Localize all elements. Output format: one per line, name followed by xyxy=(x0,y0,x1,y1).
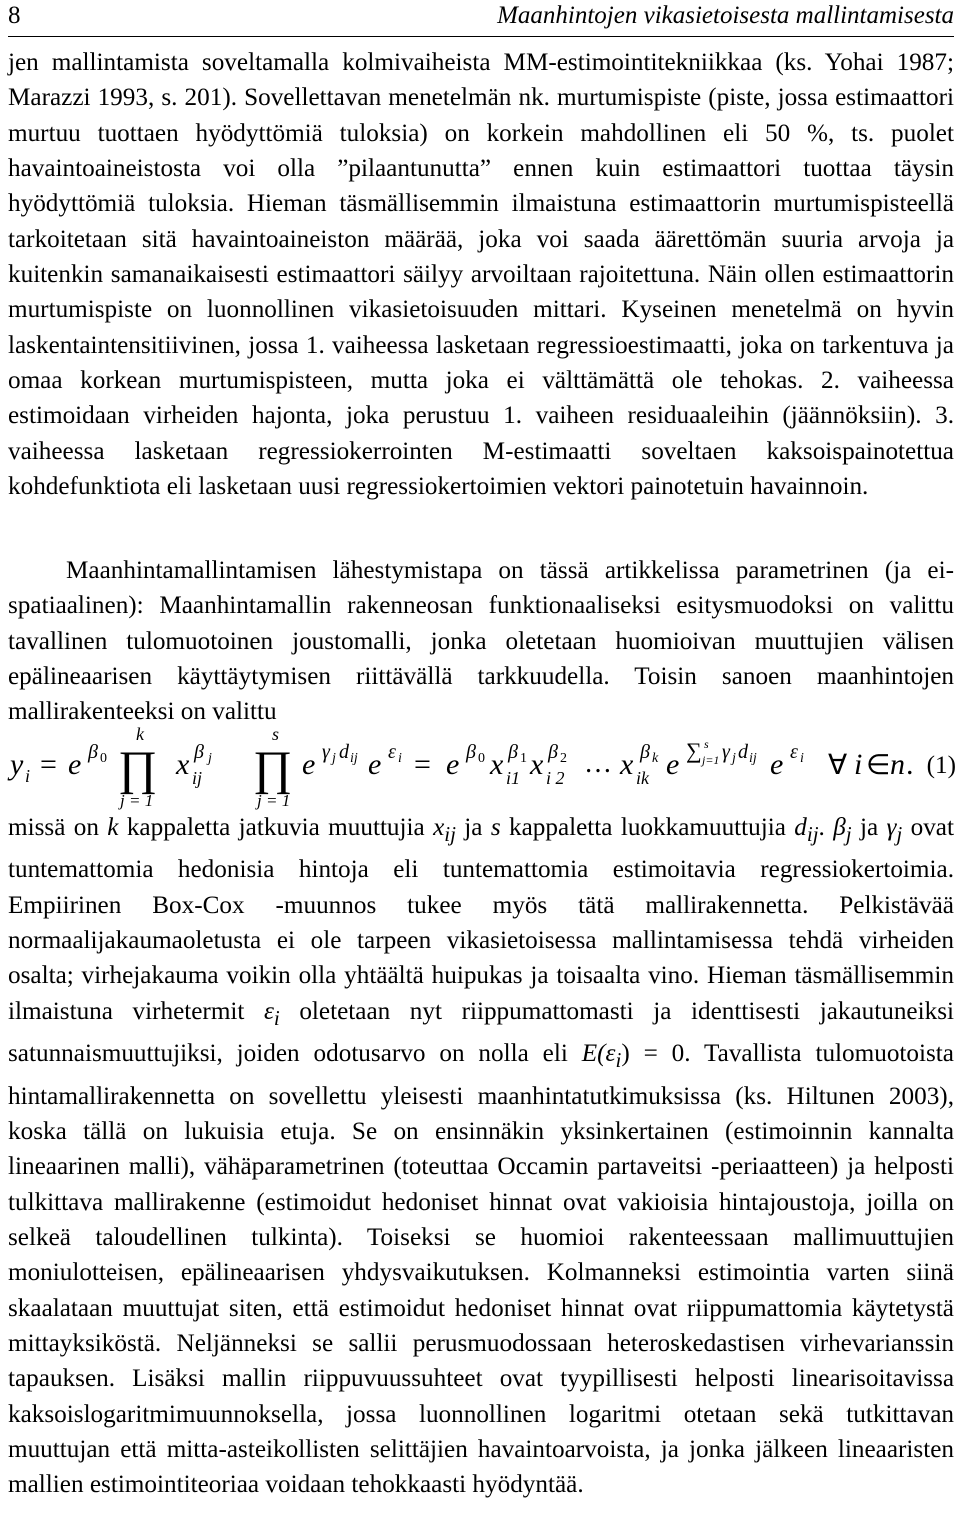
eq-d-sub: ij xyxy=(350,751,358,766)
running-header xyxy=(8,0,954,37)
eq-sum-top: s xyxy=(704,737,709,751)
p3-text-9: . Tavallista tulomuotoista hintamallirakennetta on sovellettu yleisesti maanhintatutkimuksissa (ks. Hiltunen 2003), koska tällä on lukuisia etuja. Se on ensinnäkin yksinkertainen (estimoinnin kannalta lineaarinen malli), vähäparametrinen (toteuttaa Occamin partaveitsi -periaatteen) ja helposti tulkittava mallirakenne (estimoidut hedoniset hinnat ovat vakioisia hintajoustoja, joilla on selkeä taloudellinen tulkinta). Toiseksi se huomioi rakenteessaan mallimuuttujien moniulotteisen, epälineaarisen yhdysvaikutuksen. Kolmanneksi estimointia varten siinä skaalataan muuttujat siten, että estimoidut hedoniset hinnat ovat riippumattomia käytetystä mittayksiköstä. Neljänneksi se sallii perusmuodossaan heteroskedastisen virhevarianssin tapauksen. Lisäksi mallin riippuvuussuhteet ovat tyypillisesti helposti linearisoitavissa kaksoislogaritmimuunnoksella, jossa luonnollinen logaritmi otetaan sekä tutkittavan muuttujan että mitta-asteikollisten selittäjien havaintoarvoista, ja jonka jälkeen lineaaristen mallien estimointiteoriaa voidaan tehokkaasti hyödyntää. xyxy=(8,1040,954,1499)
equation-1 xyxy=(10,722,956,810)
eq-beta0-sub: 0 xyxy=(100,751,107,766)
eq-e-4: e xyxy=(446,748,460,781)
paragraph-model-description xyxy=(8,810,954,1503)
var-d-sub: ij xyxy=(806,822,819,847)
eq-d-b: d xyxy=(738,741,748,763)
eq-betak: β xyxy=(640,741,650,763)
eq-lhs-sub: i xyxy=(25,766,31,786)
eq-n: n xyxy=(890,748,905,781)
eq-x-sub-ij: ij xyxy=(192,768,203,788)
expectation-eps-sub: i xyxy=(615,1048,622,1073)
eq-prod1-top: k xyxy=(136,724,144,744)
var-k: k xyxy=(107,814,119,841)
expectation-eps: ε xyxy=(605,1040,616,1068)
eq-in: ∈ xyxy=(866,750,891,781)
eq-dots: … xyxy=(584,748,612,779)
eq-e-3: e xyxy=(368,748,382,781)
eq-prod1-bottom: j = 1 xyxy=(120,791,154,810)
eq-gamma-sub: j xyxy=(332,751,336,766)
eq-gamma-b-sub: j xyxy=(732,751,736,766)
var-beta: β xyxy=(833,814,846,841)
eq-beta1: β xyxy=(508,741,518,763)
eq-x-sub-i1: i1 xyxy=(506,768,521,788)
var-gamma: γ xyxy=(886,814,897,841)
var-x: x xyxy=(433,814,445,841)
paragraph-mm-estimation: jen mallintamista soveltamalla kolmivaiheista MM-estimointitekniikkaa (ks. Yohai 1987; Marazzi 1993, s. 201). Sovellettavan menetelmän nk. murtumispiste (piste, jossa estimaattori murtuu tuottaen hyödyttömiä tuloksia) on korkein mahdollinen eli 50 %, ts. puolet havaintoaineistosta voi olla ”pilaantunutta” ennen kuin estimaattori tuottaa täysin hyödyttömiä tuloksia. Hieman täsmällisemmin ilmaistuna estimaattorin murtumispisteellä tarkoitetaan sitä havaintoaineiston määrää, joka voi saada äärettömän suuria arvoja ja kuitenkin samanaikaisesti estimaattori säilyy arvoiltaan rajoitettuna. Näin ollen estimaattorin murtumispiste on luonnollinen vikasietoisuuden mittari. Kyseinen menetelmä on hyvin laskentaintensitiivinen, jossa 1. vaiheessa lasketaan regressioestimaatti, joka on tarkentuva ja omaa korkean murtumispisteen, mutta joka ei välttämättä ole tehokas. 2. vaiheessa estimoidaan virheiden hajonta, joka perustuu 1. vaiheen residuaaleihin (jäännöksiin). 3. vaiheessa lasketaan regressiokerrointen M-estimaatti soveltaen kaksoispainotettua kohdefunktiota eli lasketaan uusi regressiokertoimien vektori painotetuin havainnoin. xyxy=(8,49,954,501)
eq-beta0: β xyxy=(88,741,98,763)
page-number: 8 xyxy=(8,2,21,29)
equation-svg xyxy=(10,722,914,810)
eq-d-b-sub: ij xyxy=(749,751,757,766)
eq-beta2-sub: 2 xyxy=(560,751,567,766)
var-beta-sub: j xyxy=(845,822,852,847)
eq-beta0-b-sub: 0 xyxy=(478,751,485,766)
eq-d: d xyxy=(339,741,349,763)
eq-lhs: y xyxy=(10,748,24,781)
eq-beta0-b: β xyxy=(466,741,476,763)
equation-number: (1) xyxy=(926,752,956,779)
eq-eps-2-sub: i xyxy=(800,751,804,766)
eq-gamma-b: γ xyxy=(722,741,730,763)
expectation-close: ) = 0 xyxy=(621,1040,685,1068)
eq-e-1: e xyxy=(68,748,82,781)
expectation-open: E( xyxy=(581,1040,606,1068)
eq-prod2-top: s xyxy=(272,724,280,744)
eq-forall: ∀ xyxy=(828,750,848,781)
eq-x-sub-i2: i 2 xyxy=(546,768,565,788)
eq-betak-sub: k xyxy=(652,751,659,766)
eq-prod2: ∏ xyxy=(253,742,293,795)
p3-text-4: kappaletta luokkamuuttujia xyxy=(500,814,795,841)
eq-sum: ∑ xyxy=(686,738,702,763)
eq-equals-2: = xyxy=(414,748,431,781)
p3-text-8: oletetaan nyt riippumattomasti ja identtisesti jakautuneiksi satunnaismuuttujiksi, joiden odotusarvo on nolla eli xyxy=(8,997,954,1068)
var-eps: ε xyxy=(263,997,274,1025)
eq-prod1: ∏ xyxy=(118,742,158,795)
eq-e-2: e xyxy=(302,748,316,781)
var-d: d xyxy=(794,814,807,841)
eq-period: . xyxy=(906,748,914,781)
eq-prod2-bottom: j = 1 xyxy=(257,791,291,810)
eq-e-6: e xyxy=(770,748,784,781)
eq-gamma: γ xyxy=(322,741,330,763)
paragraph-model-approach: Maanhintamallintamisen lähestymistapa on tässä artikkelissa parametrinen (ja ei-spatiaalinen): Maanhintamallin rakenneosan funktionaaliseksi esitysmuodoksi on valittu tavallinen tulomuotoinen joustomalli, jonka oletetaan huomioivan muuttujien välisen epälineaarisen käyttäytymisen riittävällä tarkkuudella. Toisin sanoen maanhintojen mallirakenteeksi on valittu xyxy=(8,557,954,726)
eq-eps-1: ε xyxy=(388,741,396,763)
p3-text-3: ja xyxy=(455,814,491,841)
eq-beta2: β xyxy=(548,741,558,763)
var-s: s xyxy=(490,814,501,841)
eq-x-1: x xyxy=(176,748,190,781)
var-x-sub: ij xyxy=(444,822,456,847)
eq-eps-1-sub: i xyxy=(398,751,402,766)
p3-text-7: ovat tuntemattomia hedonisia hintoja eli tuntemattomia estimoitavia regressiokertoimia. Empiirinen Box-Cox -muunnos tukee myös tätä mallirakennetta. Pelkistävää normaalijakaumaoletusta ei ole tarpeen vikasietoisessa mallintamisessa tehdä virheiden osalta; virhejakauma voikin olla yhtäältä huipukas ja toisaalta vino. Hieman täsmällisemmin ilmaistuna virhetermit xyxy=(8,814,954,1025)
eq-x-3: x xyxy=(530,748,544,781)
p3-text-2: kappaletta jatkuvia muuttujia xyxy=(118,814,434,841)
running-title: Maanhintojen vikasietoisesta mallintamisesta xyxy=(497,2,954,29)
eq-x-4: x xyxy=(620,748,634,781)
eq-beta-j: β xyxy=(194,741,204,763)
eq-i: i xyxy=(854,748,863,781)
p3-text-6: ja xyxy=(851,814,887,841)
eq-eps-2: ε xyxy=(790,741,798,763)
var-gamma-sub: j xyxy=(896,822,903,847)
eq-beta1-sub: 1 xyxy=(520,751,527,766)
p3-text-1: missä on xyxy=(8,814,108,841)
eq-x-sub-ik: ik xyxy=(636,768,649,788)
eq-x-2: x xyxy=(490,748,504,781)
eq-equals-1: = xyxy=(40,748,57,781)
eq-e-5: e xyxy=(666,748,680,781)
p3-text-5: . xyxy=(818,814,825,841)
eq-sum-bottom: j=1 xyxy=(702,753,720,767)
var-eps-sub: i xyxy=(273,1005,280,1030)
eq-beta-j-sub: j xyxy=(208,751,212,766)
